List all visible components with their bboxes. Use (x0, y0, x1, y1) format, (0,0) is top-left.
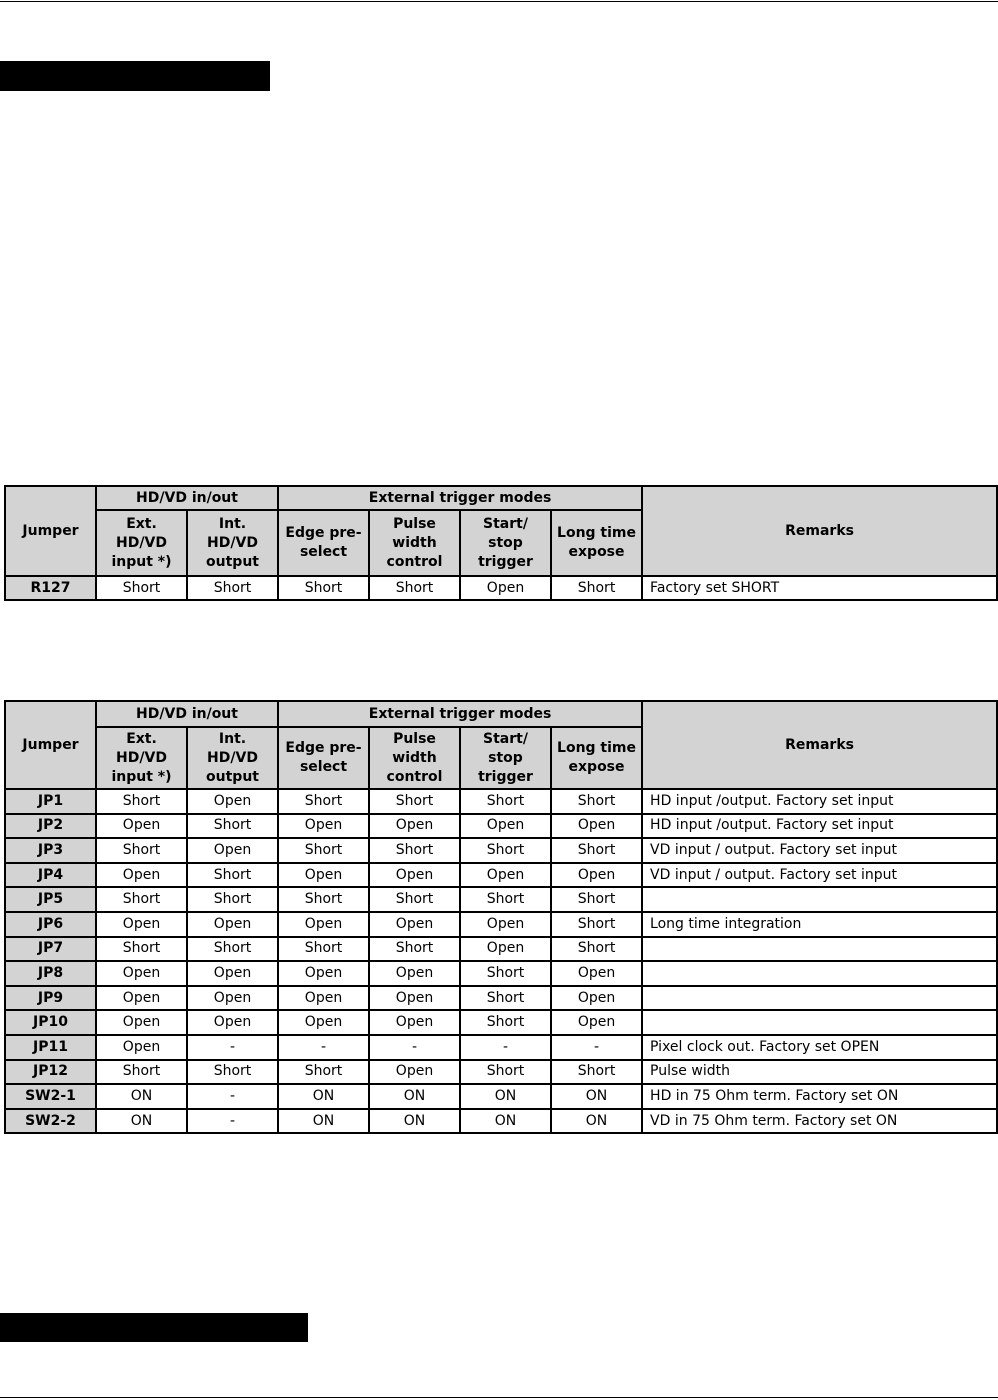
hdvd-group-header: HD/VD in/out (96, 701, 278, 727)
cell-ext: ON (96, 1084, 187, 1109)
cell-int: - (187, 1035, 278, 1060)
cell-edge: - (278, 1035, 369, 1060)
cell-remarks: Pixel clock out. Factory set OPEN (642, 1035, 997, 1060)
cell-startstop: Short (460, 961, 551, 986)
jumper-header: Jumper (5, 701, 96, 789)
cell-remarks (642, 887, 997, 912)
cell-edge: ON (278, 1109, 369, 1134)
cell-edge: Short (278, 937, 369, 962)
cell-edge: Open (278, 912, 369, 937)
col-header-longtime: Long time expose (551, 727, 642, 789)
cell-longtime: Short (551, 1060, 642, 1085)
cell-pulse: Short (369, 576, 460, 600)
jumper-label: JP1 (5, 789, 96, 814)
cell-startstop: Open (460, 912, 551, 937)
col-header-longtime: Long time expose (551, 510, 642, 576)
table-row (5, 838, 997, 863)
cell-int: Open (187, 912, 278, 937)
table-row (5, 912, 997, 937)
cell-edge: Open (278, 863, 369, 888)
cell-ext: Open (96, 863, 187, 888)
col-header-ext: Ext. HD/VD input *) (96, 727, 187, 789)
top-rule (0, 1, 998, 2)
cell-longtime: Open (551, 863, 642, 888)
table-row (5, 887, 997, 912)
jumper-label: SW2-2 (5, 1109, 96, 1134)
cell-startstop: Short (460, 838, 551, 863)
cell-pulse: Short (369, 789, 460, 814)
col-header-pulse: Pulse width control (369, 510, 460, 576)
jumper-label: JP3 (5, 838, 96, 863)
cell-startstop: ON (460, 1109, 551, 1134)
cell-startstop: Open (460, 863, 551, 888)
cell-remarks: Long time integration (642, 912, 997, 937)
cell-edge: Open (278, 986, 369, 1011)
cell-longtime: Open (551, 986, 642, 1011)
cell-startstop: Open (460, 937, 551, 962)
col-header-edge: Edge pre-select (278, 727, 369, 789)
cell-longtime: - (551, 1035, 642, 1060)
cell-ext: Open (96, 912, 187, 937)
cell-pulse: Open (369, 1060, 460, 1085)
cell-edge: Short (278, 838, 369, 863)
col-header-edge: Edge pre-select (278, 510, 369, 576)
cell-ext: Open (96, 1010, 187, 1035)
cell-startstop: Short (460, 789, 551, 814)
cell-edge: Open (278, 814, 369, 839)
cell-int: Open (187, 1010, 278, 1035)
jumper-label: JP6 (5, 912, 96, 937)
jumper-table-r127 (4, 485, 998, 601)
trigger-group-header: External trigger modes (278, 701, 642, 727)
col-header-pulse: Pulse width control (369, 727, 460, 789)
table-row (5, 986, 997, 1011)
cell-int: Short (187, 1060, 278, 1085)
cell-int: Open (187, 961, 278, 986)
cell-pulse: Open (369, 1010, 460, 1035)
jumper-label: JP12 (5, 1060, 96, 1085)
cell-pulse: Open (369, 814, 460, 839)
cell-startstop: ON (460, 1084, 551, 1109)
table-row (5, 1010, 997, 1035)
jumper-label: SW2-1 (5, 1084, 96, 1109)
table-row (5, 1060, 997, 1085)
cell-pulse: Open (369, 912, 460, 937)
cell-pulse: Short (369, 838, 460, 863)
cell-ext: Open (96, 814, 187, 839)
cell-ext: Short (96, 1060, 187, 1085)
cell-pulse: Short (369, 937, 460, 962)
cell-edge: Short (278, 576, 369, 600)
cell-longtime: ON (551, 1109, 642, 1134)
table-row (5, 1035, 997, 1060)
cell-startstop: Short (460, 986, 551, 1011)
cell-remarks: VD in 75 Ohm term. Factory set ON (642, 1109, 997, 1134)
cell-startstop: - (460, 1035, 551, 1060)
cell-longtime: Short (551, 937, 642, 962)
cell-ext: Short (96, 838, 187, 863)
cell-remarks (642, 1010, 997, 1035)
jumper-label: JP8 (5, 961, 96, 986)
cell-startstop: Open (460, 814, 551, 839)
cell-edge: Short (278, 1060, 369, 1085)
cell-longtime: Open (551, 1010, 642, 1035)
cell-remarks: Pulse width (642, 1060, 997, 1085)
cell-ext: Open (96, 1035, 187, 1060)
jumper-label: JP10 (5, 1010, 96, 1035)
jumper-label: JP2 (5, 814, 96, 839)
cell-int: - (187, 1084, 278, 1109)
cell-edge: ON (278, 1084, 369, 1109)
cell-int: Short (187, 576, 278, 600)
cell-int: Short (187, 887, 278, 912)
col-header-ext: Ext. HD/VD input *) (96, 510, 187, 576)
col-header-startstop: Start/ stop trigger (460, 510, 551, 576)
cell-longtime: ON (551, 1084, 642, 1109)
cell-remarks (642, 961, 997, 986)
cell-int: Short (187, 863, 278, 888)
cell-pulse: Open (369, 961, 460, 986)
cell-longtime: Open (551, 961, 642, 986)
cell-int: Short (187, 814, 278, 839)
cell-remarks: VD input / output. Factory set input (642, 838, 997, 863)
cell-int: Open (187, 838, 278, 863)
col-header-int: Int. HD/VD output (187, 510, 278, 576)
remarks-header: Remarks (642, 486, 997, 576)
trigger-group-header: External trigger modes (278, 486, 642, 510)
jumper-label: JP9 (5, 986, 96, 1011)
cell-remarks (642, 986, 997, 1011)
cell-edge: Short (278, 887, 369, 912)
table-row (5, 789, 997, 814)
table-row (5, 1109, 997, 1134)
jumper-label: JP11 (5, 1035, 96, 1060)
col-header-int: Int. HD/VD output (187, 727, 278, 789)
cell-pulse: Open (369, 863, 460, 888)
cell-remarks: VD input / output. Factory set input (642, 863, 997, 888)
cell-remarks: HD input /output. Factory set input (642, 789, 997, 814)
cell-edge: Short (278, 789, 369, 814)
cell-remarks: HD input /output. Factory set input (642, 814, 997, 839)
cell-ext: Short (96, 887, 187, 912)
jumper-label: JP7 (5, 937, 96, 962)
cell-longtime: Short (551, 789, 642, 814)
cell-startstop: Open (460, 576, 551, 600)
cell-pulse: - (369, 1035, 460, 1060)
table-row (5, 576, 997, 600)
table-row (5, 1084, 997, 1109)
table-row (5, 937, 997, 962)
cell-int: - (187, 1109, 278, 1134)
jumper-label: JP5 (5, 887, 96, 912)
cell-pulse: ON (369, 1109, 460, 1134)
cell-ext: Open (96, 986, 187, 1011)
table-row (5, 961, 997, 986)
cell-edge: Open (278, 961, 369, 986)
cell-pulse: Open (369, 986, 460, 1011)
col-header-startstop: Start/ stop trigger (460, 727, 551, 789)
cell-startstop: Short (460, 1010, 551, 1035)
section-heading-bar-top (0, 61, 270, 91)
cell-int: Open (187, 986, 278, 1011)
cell-longtime: Short (551, 838, 642, 863)
cell-pulse: ON (369, 1084, 460, 1109)
cell-ext: Short (96, 576, 187, 600)
jumper-label: R127 (5, 576, 96, 600)
cell-longtime: Open (551, 814, 642, 839)
cell-longtime: Short (551, 912, 642, 937)
cell-ext: ON (96, 1109, 187, 1134)
cell-edge: Open (278, 1010, 369, 1035)
cell-remarks (642, 937, 997, 962)
cell-longtime: Short (551, 887, 642, 912)
hdvd-group-header: HD/VD in/out (96, 486, 278, 510)
cell-int: Open (187, 789, 278, 814)
cell-remarks: Factory set SHORT (642, 576, 997, 600)
cell-startstop: Short (460, 1060, 551, 1085)
cell-startstop: Short (460, 887, 551, 912)
remarks-header: Remarks (642, 701, 997, 789)
jumper-label: JP4 (5, 863, 96, 888)
section-heading-bar-bottom (0, 1313, 308, 1342)
cell-ext: Open (96, 961, 187, 986)
cell-longtime: Short (551, 576, 642, 600)
bottom-rule (0, 1397, 998, 1398)
cell-ext: Short (96, 789, 187, 814)
jumper-header: Jumper (5, 486, 96, 576)
table-row (5, 863, 997, 888)
cell-pulse: Short (369, 887, 460, 912)
jumper-table-main (4, 700, 998, 1134)
cell-remarks: HD in 75 Ohm term. Factory set ON (642, 1084, 997, 1109)
table-row (5, 814, 997, 839)
cell-ext: Short (96, 937, 187, 962)
cell-int: Short (187, 937, 278, 962)
